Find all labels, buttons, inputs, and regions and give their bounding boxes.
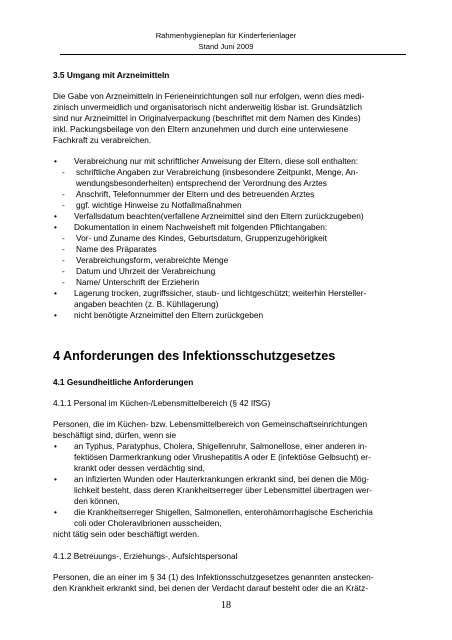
page-number: 18: [221, 600, 231, 611]
list-item: • Verabreichung nur mit schriftlicher Anweisung der Eltern, diese soll enthalten:: [54, 156, 359, 166]
heading-3-5: 3.5 Umgang mit Arzneimitteln: [53, 70, 170, 80]
list-item: • Verfallsdatum beachten(verfallene Arzneimittel sind den Eltern zurückzugeben): [54, 211, 364, 221]
bullet-icon: •: [54, 441, 57, 451]
text-line: den Krankheit erkrankt sind, bei denen der Verdacht darauf besteht oder die an Krätz-: [53, 583, 369, 593]
bullet-icon: •: [54, 211, 57, 221]
header-rule: [60, 54, 406, 55]
text-line: Die Gabe von Arzneimitteln in Ferieneinrichtungen soll nur erfolgen, wenn dies medi-: [53, 91, 365, 101]
text-line: Personen, die an einer im § 34 (1) des Infektionsschutzgesetzes genannten anstecken-: [53, 572, 374, 582]
bullet-icon: •: [54, 507, 57, 517]
text-line: nicht tätig sein oder beschäftigt werden.: [53, 529, 200, 539]
text-line: Fachkraft zu verabreichen.: [53, 135, 152, 145]
dash-icon: -: [62, 233, 65, 243]
list-item: • Dokumentation in einem Nachweisheft mit folgenden Pflichtangaben:: [54, 222, 328, 232]
bullet-icon: •: [54, 474, 57, 484]
paragraph-kitchen-staff: [53, 419, 405, 441]
paragraph-medication: [53, 91, 405, 146]
text-line: zinisch unvermeidlich und organisatorisch nicht anderweitig lösbar ist. Grundsätzlich: [53, 102, 362, 112]
header-title: Rahmenhygieneplan für Kinderferienlager: [155, 31, 297, 40]
sub-list-item: - Anschrift, Telefonnummer der Eltern und des betreuenden Arztes: [62, 189, 315, 199]
bullet-icon: •: [54, 310, 57, 320]
text-line: inkl. Packungsbeilage von den Eltern anzunehmen und durch eine unterwiesene: [53, 124, 349, 134]
sub-list-item: - ggf. wichtige Hinweise zu Notfallmaßnahmen: [62, 200, 242, 210]
dash-icon: -: [62, 277, 65, 287]
list-item: • die Krankheitserreger Shigellen, Salmonellen, enterohämorrhagische Escherichia coli oder Choleravibrionen ausscheiden,: [54, 507, 373, 528]
dash-icon: -: [62, 244, 65, 254]
list-item: • Lagerung trocken, zugriffssicher, staub- und lichtgeschützt; weiterhin Hersteller- angaben beachten (z. B. Kühllagerung): [54, 288, 367, 309]
dash-icon: -: [62, 255, 65, 265]
dash-icon: -: [62, 189, 65, 199]
bullet-icon: •: [54, 222, 57, 232]
text-line: sind nur Arzneimittel in Originalverpackung (beschriftet mit dem Namen des Kindes): [53, 113, 361, 123]
text-line: Personen, die im Küchen- bzw. Lebensmittelbereich von Gemeinschaftseinrichtungen: [53, 419, 368, 429]
sub-list-item: - schriftliche Angaben zur Verabreichung (insbesondere Zeitpunkt, Menge, An- wendungsbesonderheiten) entsprechend der Verordnung des Arztes: [62, 167, 359, 188]
bullet-icon: •: [54, 156, 57, 166]
list-item: • an infizierten Wunden oder Hauterkrankungen erkrankt sind, bei denen die Mög- lichkeit besteht, dass deren Krankheitserreger über Lebensmittel übertragen wer- den können,: [54, 474, 372, 506]
medication-list: [53, 156, 405, 321]
bullet-icon: •: [54, 288, 57, 298]
list-item: • an Typhus, Paratyphus, Cholera, Shigellenruhr, Salmonellose, einer anderen in- fektiösen Darmerkrankung oder Virushepatitis A oder E (infektiöse Gelbsucht) er- krankt oder dessen verdächtig sind,: [54, 441, 371, 473]
header-date: Stand Juni 2009: [198, 42, 254, 51]
sub-list-item: - Verabreichungsform, verabreichte Menge: [62, 255, 229, 265]
sub-list-item: - Name des Präparates: [62, 244, 157, 254]
heading-4-1-1: 4.1.1 Personal im Küchen-/Lebensmittelbereich (§ 42 IfSG): [53, 398, 271, 408]
dash-icon: -: [62, 266, 65, 276]
dash-icon: -: [62, 167, 65, 177]
dash-icon: -: [62, 200, 65, 210]
sub-list-item: - Vor- und Zuname des Kindes, Geburtsdatum, Gruppenzugehörigkeit: [62, 233, 327, 243]
sub-list-item: - Name/ Unterschrift der Erzieherin: [62, 277, 200, 287]
heading-4-1: 4.1 Gesundheitliche Anforderungen: [53, 377, 194, 387]
paragraph-care-staff: [53, 572, 405, 594]
heading-4: 4 Anforderungen des Infektionsschutzgesetzes: [53, 349, 336, 363]
sub-list-item: - Datum und Uhrzeit der Verabreichung: [62, 266, 216, 276]
heading-4-1-2: 4.1.2 Betreuungs-, Erziehungs-, Aufsichtspersonal: [53, 551, 238, 561]
list-item: • nicht benötigte Arzneimittel den Eltern zurückgeben: [54, 310, 264, 320]
text-line: beschäftigt sind, dürfen, wenn sie: [53, 430, 177, 440]
disease-list: [53, 441, 405, 540]
